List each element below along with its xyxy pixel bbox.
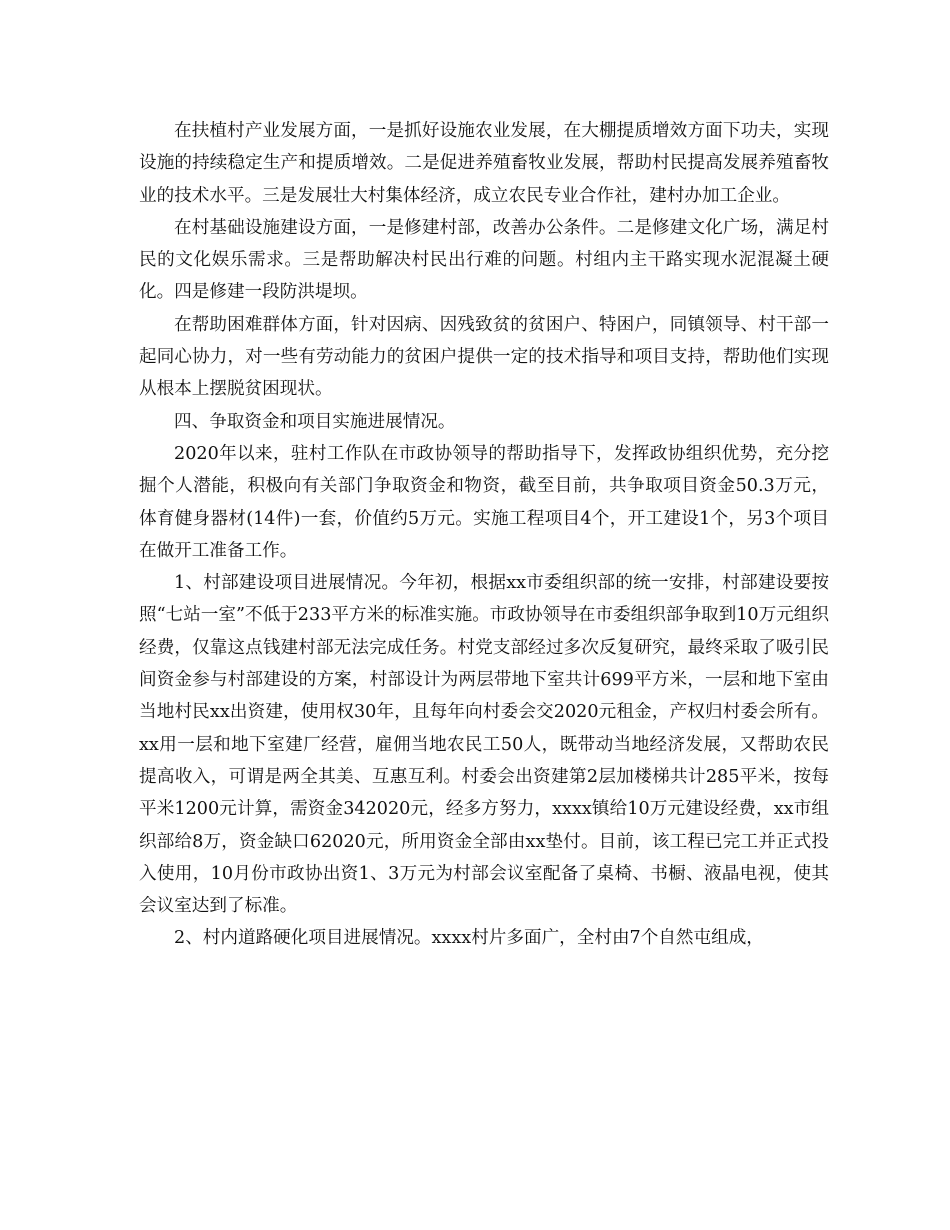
paragraph-poverty-groups: 在帮助困难群体方面，针对因病、因残致贫的贫困户、特困户，同镇领导、村干部一起同心协力，对一些有劳动能力的贫困户提供一定的技术指导和项目支持，帮助他们实现从根本上摆脱贫困现状。 bbox=[139, 314, 829, 400]
paragraph-village-office-project: 1、村部建设项目进展情况。今年初，根据xx市委组织部的统一安排，村部建设要按照“七站一室”不低于233平方米的标准实施。市政协领导在市委组织部争取到10万元组织经费，仅靠这点钱建村部无法完成任务。村党支部经过多次反复研究，最终采取了吸引民间资金参与村部建设的方案，村部设计为两层带地下室共计699平方米，一层和地下室由当地村民xx出资建，使用权30年，且每年向村委会交2020元租金，产权归村委会所有。xx用一层和地下室建厂经营，雇佣当地农民工50人，既带动当地经济发展，又帮助农民提高收入，可谓是两全其美、互惠互利。村委会出资建第2层加楼梯共计285平米，按每平米1200元计算，需资金342020元，经多方努力，xxxx镇给10万元建设经费，xx市组织部给8万，资金缺口62020元，所用资金全部由xx垫付。目前，该工程已完工并正式投入使用，10月份市政协出资1、3万元为村部会议室配备了桌椅、书橱、液晶电视，使其会议室达到了标准。 bbox=[139, 573, 829, 917]
document-body bbox=[139, 115, 829, 955]
paragraph-infrastructure: 在村基础设施建设方面，一是修建村部，改善办公条件。二是修建文化广场，满足村民的文化娱乐需求。三是帮助解决村民出行难的问题。村组内主干路实现水泥混凝土硬化。四是修建一段防洪堤坝。 bbox=[139, 217, 829, 303]
paragraph-road-hardening-project: 2、村内道路硬化项目进展情况。xxxx村片多面广，全村由7个自然屯组成， bbox=[174, 928, 764, 949]
paragraph-funding-overview: 2020年以来，驻村工作队在市政协领导的帮助指导下，发挥政协组织优势，充分挖掘个人潜能，积极向有关部门争取资金和物资，截至目前，共争取项目资金50.3万元，体育健身器材(14件)一套，价值约5万元。实施工程项目4个，开工建设1个，另3个项目在做开工准备工作。 bbox=[139, 443, 829, 561]
paragraph-industry-support: 在扶植村产业发展方面，一是抓好设施农业发展，在大棚提质增效方面下功夫，实现设施的持续稳定生产和提质增效。二是促进养殖畜牧业发展，帮助村民提高发展养殖畜牧业的技术水平。三是发展壮大村集体经济，成立农民专业合作社，建村办加工企业。 bbox=[139, 121, 829, 206]
section-heading-funding: 四、争取资金和项目实施进展情况。 bbox=[174, 411, 456, 432]
